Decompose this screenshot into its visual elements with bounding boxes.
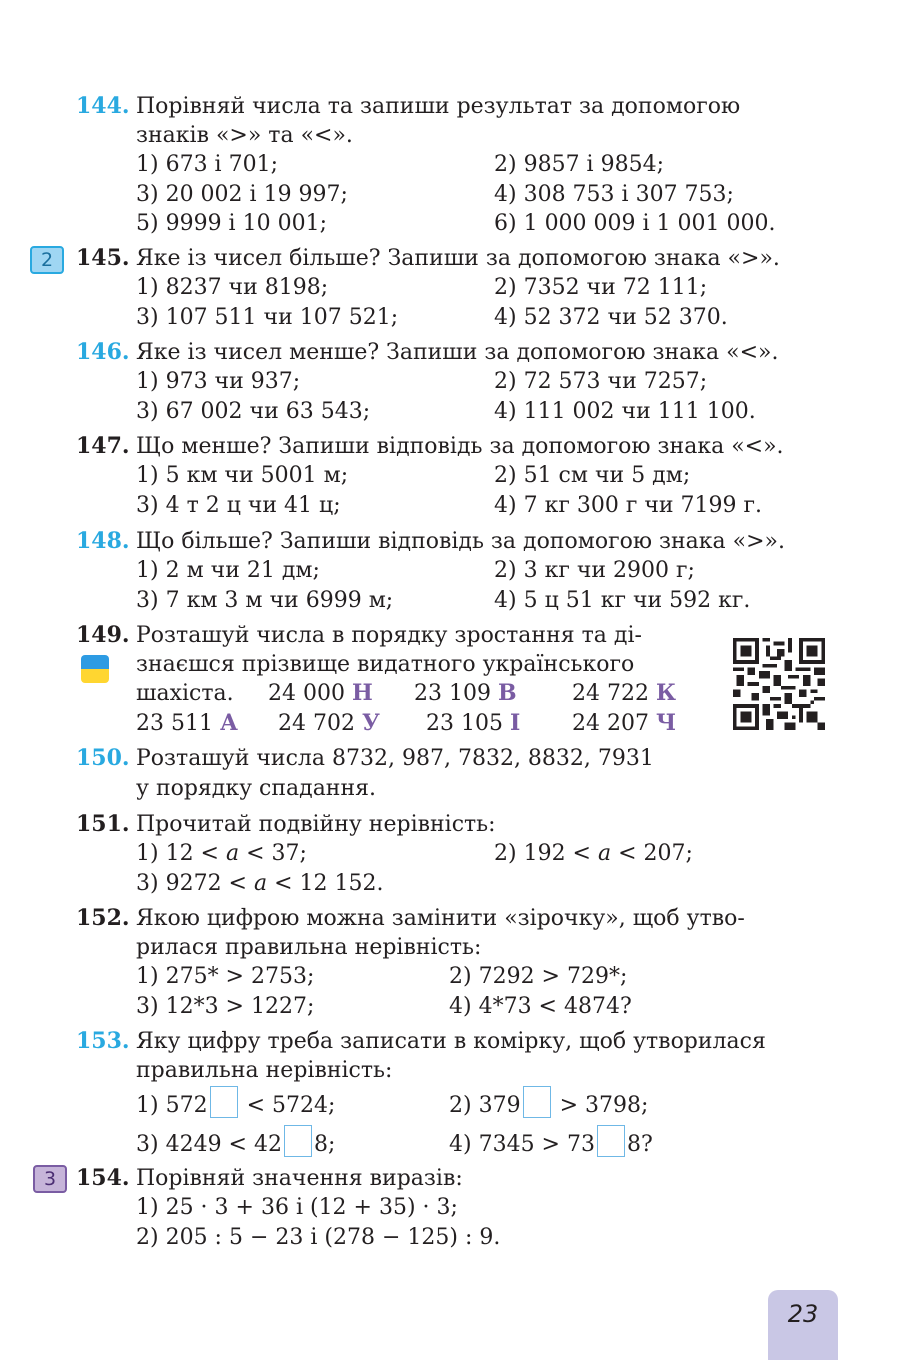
task-item: 1) 25 · 3 + 36 і (12 + 35) · 3; [136, 1195, 458, 1220]
exercise-152 [76, 904, 840, 1021]
number-value: 24 000 [268, 681, 345, 706]
number-value: 24 722 [572, 681, 649, 706]
exercise-text: Розташуй числа 8732, 987, 7832, 8832, 7931 [136, 746, 654, 771]
task-item: 1) 2 м чи 21 дм; [136, 558, 320, 583]
exercise-145 [76, 244, 840, 332]
task-item: 2) 7292 > 729*; [449, 964, 628, 989]
task-item: 2) 72 573 чи 7257; [494, 369, 708, 394]
page-number: 23 [787, 1300, 819, 1328]
answer-cell[interactable] [523, 1086, 551, 1118]
letter-value: В [497, 680, 517, 706]
task-item: 3) 4 т 2 ц чи 41 ц; [136, 492, 341, 518]
exercise-text: Яке із чисел більше? Запиши за допомогою знака «>». [136, 246, 780, 271]
task-item: 2) 379 [449, 1093, 521, 1118]
exercise-text: Прочитай подвійну нерівність: [136, 812, 496, 837]
task-item: 2) 192 < [494, 841, 598, 866]
exercise-text: рилася правильна нерівність: [136, 935, 482, 960]
exercise-153 [76, 1027, 840, 1164]
exercise-number: 146. [76, 339, 130, 365]
task-item: 1) 8237 чи 8198; [136, 275, 329, 300]
task-item: 3) 7 км 3 м чи 6999 м; [136, 587, 394, 613]
task-item: 8; [313, 1132, 336, 1157]
task-item: 8? [626, 1132, 653, 1157]
variable: a [253, 870, 268, 896]
task-item: 2) 7352 чи 72 111; [494, 275, 708, 300]
task-item: 6) 1 000 009 і 1 001 000. [494, 211, 776, 236]
exercise-text: шахіста. [136, 681, 234, 706]
exercise-text: знаєшся прізвище видатного українського [136, 652, 635, 677]
exercise-text: у порядку спадання. [136, 776, 377, 801]
level-3-badge: 3 [33, 1165, 67, 1193]
exercise-number: 152. [76, 905, 130, 931]
task-item: 4) 7 кг 300 г чи 7199 г. [494, 492, 763, 518]
exercise-number: 153. [76, 1028, 130, 1054]
exercise-146 [76, 338, 840, 426]
task-item: 3) 107 511 чи 107 521; [136, 304, 399, 330]
task-item: < 37; [239, 841, 307, 866]
number-value: 24 702 [278, 711, 355, 736]
exercise-number: 151. [76, 811, 130, 837]
exercise-text: Яку цифру треба записати в комірку, щоб утворилася [136, 1029, 766, 1054]
task-item: 2) 3 кг чи 2900 г; [494, 558, 695, 583]
exercise-number: 144. [76, 93, 130, 119]
task-item: 1) 5 км чи 5001 м; [136, 463, 349, 488]
exercise-144 [76, 92, 840, 239]
task-item: 2) 205 : 5 − 23 і (278 − 125) : 9. [136, 1224, 501, 1250]
page-number-tab [768, 1290, 838, 1360]
letter-value: І [509, 710, 521, 736]
exercise-149 [76, 621, 716, 739]
task-item: 4) 308 753 і 307 753; [494, 181, 734, 207]
task-item: 2) 9857 і 9854; [494, 152, 664, 177]
task-item: 1) 12 < [136, 841, 226, 866]
level-2-badge: 2 [30, 246, 64, 274]
number-value: 23 105 [426, 711, 503, 736]
exercise-text: правильна нерівність: [136, 1058, 393, 1083]
letter-value: У [361, 710, 380, 736]
exercise-150 [76, 744, 716, 804]
answer-cell[interactable] [210, 1086, 238, 1118]
answer-cell[interactable] [597, 1125, 625, 1157]
letter-value: Н [351, 680, 373, 706]
task-item: < 5724; [239, 1093, 336, 1118]
task-item: 4) 111 002 чи 111 100. [494, 398, 756, 424]
exercise-text: Що більше? Запиши відповідь за допомогою знака «>». [136, 529, 785, 554]
task-item: 5) 9999 і 10 001; [136, 211, 327, 236]
task-item: < 207; [611, 841, 693, 866]
task-item: > 3798; [552, 1093, 649, 1118]
exercise-text: Яке із чисел менше? Запиши за допомогою знака «<». [136, 340, 779, 365]
task-item: 3) 12*3 > 1227; [136, 993, 315, 1019]
variable: a [597, 841, 612, 866]
task-item: 1) 673 і 701; [136, 152, 278, 177]
exercise-text: Що менше? Запиши відповідь за допомогою знака «<». [136, 434, 784, 459]
task-item: 3) 20 002 і 19 997; [136, 181, 348, 207]
exercise-text: знаків «>» та «<». [136, 123, 353, 148]
exercise-number: 149. [76, 622, 130, 648]
exercise-number: 147. [76, 433, 130, 459]
exercise-number: 145. [76, 245, 130, 271]
exercise-number: 154. [76, 1165, 130, 1191]
task-item: 1) 275* > 2753; [136, 964, 315, 989]
task-item: 3) 9272 < [136, 870, 254, 896]
exercise-text: Порівняй значення виразів: [136, 1166, 463, 1191]
task-item: 4) 5 ц 51 кг чи 592 кг. [494, 587, 751, 613]
exercise-number: 150. [76, 745, 130, 771]
task-item: 3) 4249 < 42 [136, 1132, 282, 1157]
exercise-text: Розташуй числа в порядку зростання та ді- [136, 623, 642, 648]
exercise-number: 148. [76, 528, 130, 554]
letter-value: Ч [655, 710, 677, 736]
task-item: 2) 51 см чи 5 дм; [494, 463, 691, 488]
exercise-151 [76, 810, 840, 898]
exercise-148 [76, 527, 840, 615]
task-item: 3) 67 002 чи 63 543; [136, 398, 371, 424]
exercise-154 [76, 1164, 840, 1252]
exercise-147 [76, 432, 840, 520]
exercise-text: Порівняй числа та запиши результат за допомогою [136, 94, 741, 119]
task-item: 4) 7345 > 73 [449, 1132, 595, 1157]
task-item: < 12 152. [267, 870, 384, 896]
number-value: 24 207 [572, 711, 649, 736]
answer-cell[interactable] [284, 1125, 312, 1157]
task-item: 4) 52 372 чи 52 370. [494, 304, 728, 330]
number-value: 23 109 [414, 681, 491, 706]
letter-value: А [219, 710, 238, 736]
exercise-text: Якою цифрою можна замінити «зірочку», щоб утво- [136, 906, 745, 931]
task-item: 4) 4*73 < 4874? [449, 993, 632, 1019]
qr-code-icon[interactable] [733, 638, 825, 730]
letter-value: К [655, 680, 676, 706]
number-value: 23 511 [136, 711, 213, 736]
task-item: 1) 973 чи 937; [136, 369, 301, 394]
task-item: 1) 572 [136, 1093, 208, 1118]
variable: a [226, 841, 240, 866]
